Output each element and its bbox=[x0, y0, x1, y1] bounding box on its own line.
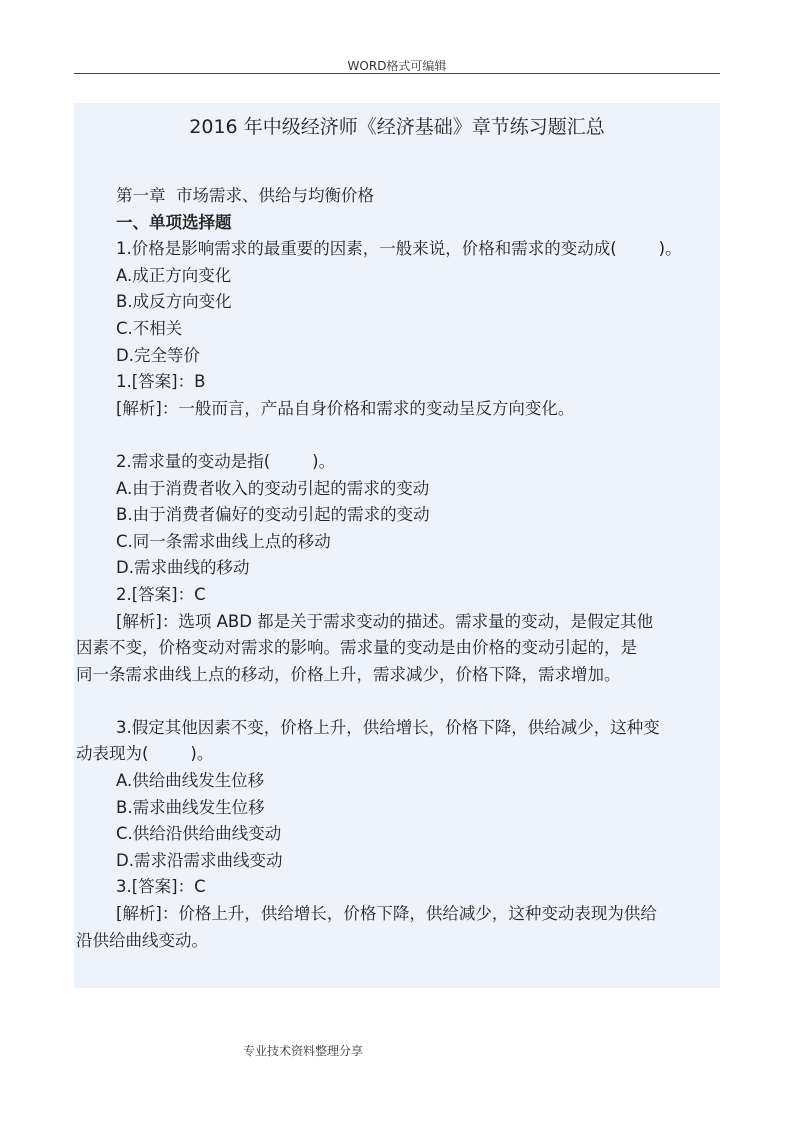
page-footer: 专业技术资料整理分享 bbox=[243, 1044, 364, 1058]
question-3-answer: 3.[答案]：C bbox=[116, 877, 206, 897]
question-1-option-c: C.不相关 bbox=[116, 318, 183, 338]
question-2-option-a: A.由于消费者收入的变动引起的需求的变动 bbox=[116, 478, 430, 498]
document-title: 2016 年中级经济师《经济基础》章节练习题汇总 bbox=[189, 116, 605, 138]
header-divider bbox=[74, 73, 720, 74]
question-1-option-b: B.成反方向变化 bbox=[116, 292, 232, 312]
question-2-answer: 2.[答案]：C bbox=[116, 584, 206, 604]
question-3-analysis-line-2: 沿供给曲线变动。 bbox=[76, 930, 208, 950]
question-3-option-b: B.需求曲线发生位移 bbox=[116, 797, 265, 817]
question-3-option-d: D.需求沿需求曲线变动 bbox=[116, 850, 283, 870]
question-3-option-a: A.供给曲线发生位移 bbox=[116, 771, 265, 791]
blank-line bbox=[76, 688, 718, 715]
question-1-option-d: D.完全等价 bbox=[116, 345, 200, 365]
question-1-analysis: [解析]：一般而言，产品自身价格和需求的变动呈反方向变化。 bbox=[116, 398, 575, 418]
question-2-analysis-line-3: 同一条需求曲线上点的移动，价格上升，需求减少，价格下降，需求增加。 bbox=[76, 664, 621, 684]
blank-line bbox=[76, 422, 718, 449]
question-1-stem: 1.价格是影响需求的最重要的因素，一般来说，价格和需求的变动成( )。 bbox=[116, 239, 682, 259]
question-2-option-b: B.由于消费者偏好的变动引起的需求的变动 bbox=[116, 505, 430, 525]
question-3-analysis-line-1: [解析]：价格上升，供给增长，价格下降，供给减少，这种变动表现为供给 bbox=[116, 904, 657, 924]
question-2-analysis-line-2: 因素不变，价格变动对需求的影响。需求量的变动是由价格的变动引起的，是 bbox=[76, 638, 637, 658]
question-1-option-a: A.成正方向变化 bbox=[116, 265, 232, 285]
page-header: WORD格式可编辑 bbox=[347, 59, 447, 73]
question-3-stem-line-1: 3.假定其他因素不变，价格上升，供给增长，价格下降，供给减少，这种变 bbox=[116, 717, 660, 737]
question-1-answer: 1.[答案]：B bbox=[116, 372, 206, 392]
question-2-option-c: C.同一条需求曲线上点的移动 bbox=[116, 531, 331, 551]
question-3-stem-line-2: 动表现为( )。 bbox=[76, 744, 214, 764]
section-heading: 一、单项选择题 bbox=[116, 212, 232, 232]
chapter-heading: 第一章 市场需求、供给与均衡价格 bbox=[116, 186, 374, 205]
question-2-stem: 2.需求量的变动是指( )。 bbox=[116, 451, 336, 471]
question-2-analysis-line-1: [解析]：选项 ABD 都是关于需求变动的描述。需求量的变动，是假定其他 bbox=[116, 611, 654, 631]
question-3-option-c: C.供给沿供给曲线变动 bbox=[116, 824, 282, 844]
document-body bbox=[74, 103, 720, 988]
question-2-option-d: D.需求曲线的移动 bbox=[116, 558, 250, 578]
